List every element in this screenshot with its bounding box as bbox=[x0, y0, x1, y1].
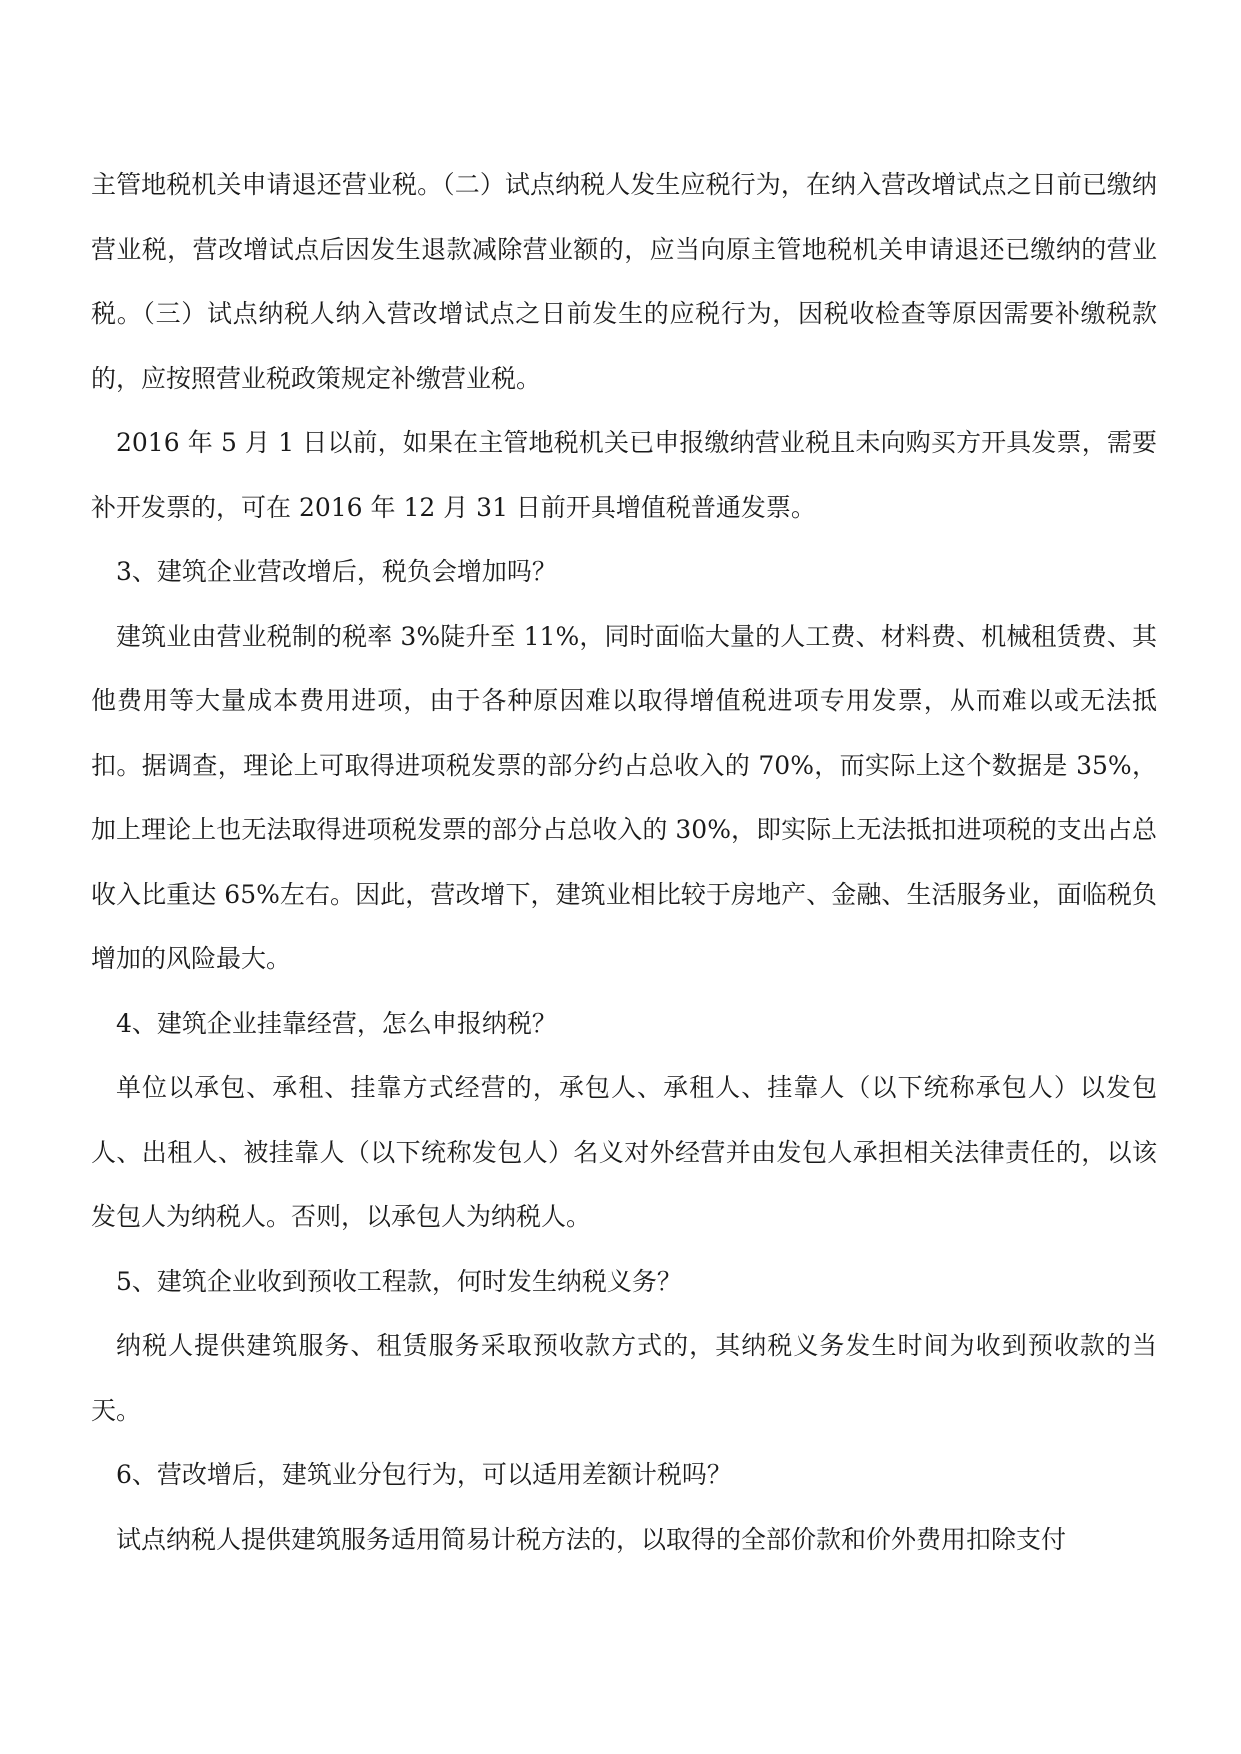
answer-paragraph-4: 单位以承包、承租、挂靠方式经营的，承包人、承租人、挂靠人（以下统称承包人）以发包人、出租人、被挂靠人（以下统称发包人）名义对外经营并由发包人承担相关法律责任的，以该发包人为纳税人。否则，以承包人为纳税人。 bbox=[91, 1073, 1157, 1231]
answer-paragraph-3: 建筑业由营业税制的税率 3%陡升至 11%，同时面临大量的人工费、材料费、机械租赁费、其他费用等大量成本费用进项，由于各种原因难以取得增值税进项专用发票，从而难以或无法抵扣。据调查，理论上可取得进项税发票的部分约占总收入的 70%，而实际上这个数据是 35%，加上理论上也无法取得进项税发票的部分占总收入的 30%，即实际上无法抵扣进项税的支出占总收入比重达 65%左右。因此，营改增下，建筑业相比较于房地产、金融、生活服务业，面临税负增加的风险最大。 bbox=[91, 621, 1157, 973]
paragraph-invoice-note: 2016 年 5 月 1 日以前，如果在主管地税机关已申报缴纳营业税且未向购买方开具发票，需要补开发票的，可在 2016 年 12 月 31 日前开具增值税普通发票。 bbox=[91, 428, 1157, 522]
question-heading-4: 4、建筑企业挂靠经营，怎么申报纳税？ bbox=[116, 1008, 557, 1038]
answer-paragraph-6: 试点纳税人提供建筑服务适用简易计税方法的，以取得的全部价款和价外费用扣除支付 bbox=[116, 1524, 1067, 1554]
question-heading-5: 5、建筑企业收到预收工程款，何时发生纳税义务？ bbox=[116, 1266, 682, 1296]
document-body bbox=[91, 153, 1157, 1572]
question-heading-3: 3、建筑企业营改增后，税负会增加吗？ bbox=[116, 557, 557, 586]
answer-paragraph-5: 纳税人提供建筑服务、租赁服务采取预收款方式的，其纳税义务发生时间为收到预收款的当天。 bbox=[91, 1331, 1157, 1425]
paragraph-continuation: 主管地税机关申请退还营业税。（二）试点纳税人发生应税行为，在纳入营改增试点之日前已缴纳营业税，营改增试点后因发生退款减除营业额的，应当向原主管地税机关申请退还已缴纳的营业税。（三）试点纳税人纳入营改增试点之日前发生的应税行为，因税收检查等原因需要补缴税款的，应按照营业税政策规定补缴营业税。 bbox=[91, 170, 1157, 393]
question-heading-6: 6、营改增后，建筑业分包行为，可以适用差额计税吗？ bbox=[116, 1460, 732, 1489]
